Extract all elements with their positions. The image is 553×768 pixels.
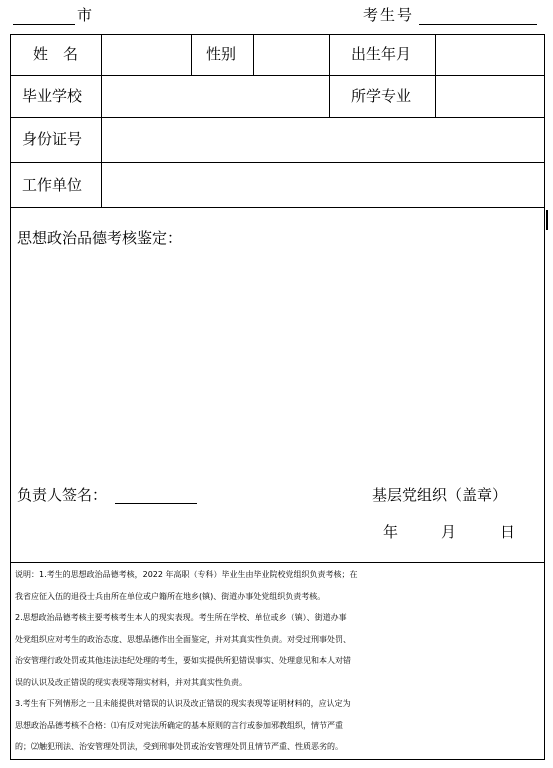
note-line: 3.考生有下列情形之一且未能提供对错误的认识及改正错误的现实表现等证明材料的，应认定为 (15, 699, 351, 708)
row-divider (10, 562, 545, 563)
note-line: 思想政治品德考核不合格：⑴有反对宪法所确定的基本原则的言行或参加邪教组织，情节严重 (15, 720, 343, 730)
school-label: 毕业学校 (22, 87, 83, 105)
birth-date-field[interactable] (436, 35, 544, 75)
note-line: 治安管理行政处罚或其他违法违纪处理的考生，要如实提供所犯错误事实、处理意见和本人对错 (15, 656, 351, 665)
city-blank[interactable] (13, 24, 75, 25)
work-unit-field[interactable] (102, 163, 544, 207)
school-field[interactable] (102, 76, 329, 117)
major-label: 所学专业 (351, 87, 412, 105)
gender-field[interactable] (254, 35, 329, 75)
work-unit-label: 工作单位 (22, 176, 83, 194)
name-label: 姓 名 (33, 45, 79, 63)
col-divider (329, 34, 330, 117)
city-label: 市 (77, 6, 93, 24)
date-day: 日 (500, 523, 516, 541)
assessment-title: 思想政治品德考核鉴定： (17, 229, 183, 247)
date-month: 月 (441, 523, 457, 541)
id-number-field[interactable] (102, 118, 544, 162)
note-line: 的；⑵触犯刑法、治安管理处罚法，受到刑事处罚或治安管理处罚且情节严重、性质恶劣的。 (15, 742, 343, 751)
name-field[interactable] (102, 35, 191, 75)
party-org-stamp-label: 基层党组织（盖章） (372, 486, 508, 504)
gender-label: 性别 (206, 45, 237, 63)
signature-label: 负责人签名： (17, 486, 108, 504)
major-field[interactable] (436, 76, 544, 117)
birth-date-label: 出生年月 (351, 45, 412, 63)
signature-blank[interactable] (115, 503, 197, 504)
note-line: 我省应征入伍的退役士兵由所在单位或户籍所在地乡(镇)、街道办事处党组织负责考核。 (15, 591, 326, 601)
note-line: 说明：1.考生的思想政治品德考核，2022 年高职（专科）毕业生由毕业院校党组织负责考核；在 (15, 570, 358, 579)
exam-number-blank[interactable] (419, 24, 537, 25)
note-line: 误的认识及改正错误的现实表现等翔实材料，并对其真实性负责。 (15, 677, 247, 687)
date-year: 年 (383, 523, 399, 541)
note-line: 2.思想政治品德考核主要考核考生本人的现实表现。考生所在学校、单位或乡（镇）、街道办事 (15, 613, 347, 622)
text-cursor (546, 210, 548, 230)
id-number-label: 身份证号 (22, 130, 83, 148)
instructions (15, 564, 545, 758)
exam-number-label: 考生号 (363, 6, 415, 24)
assessment-area[interactable] (11, 208, 544, 562)
col-divider (191, 34, 192, 75)
note-line: 处党组织应对考生的政治态度、思想品德作出全面鉴定，并对其真实性负责。对受过刑事处罚、 (15, 634, 351, 644)
